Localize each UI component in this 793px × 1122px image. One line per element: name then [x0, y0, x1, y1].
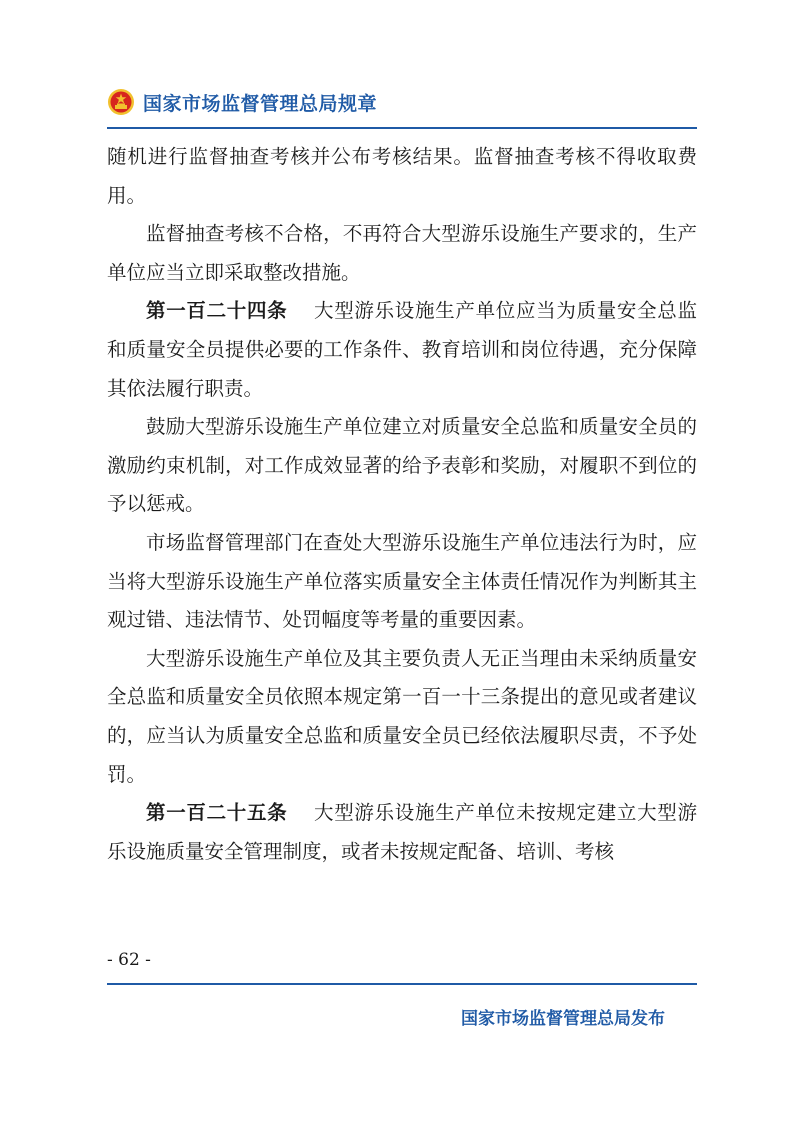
footer-publisher: 国家市场监督管理总局发布: [461, 1009, 665, 1029]
paragraph: [107, 408, 697, 524]
article-paragraph: [107, 292, 697, 408]
paragraph-text: 大型游乐设施生产单位及其主要负责人无正当理由未采纳质量安全总监和质量安全员依照本规定第一百一十三条提出的意见或者建议的，应当认为质量安全总监和质量安全员已经依法履职尽责，不予处罚。: [107, 646, 697, 786]
national-emblem-icon: [107, 88, 135, 116]
paragraph-text: 大型游乐设施生产单位未按规定建立大型游乐设施质量安全管理制度，或者未按规定配备、培训、考核: [107, 801, 697, 863]
header-divider: [107, 127, 697, 129]
paragraph: [107, 215, 697, 292]
paragraph: [107, 138, 697, 215]
article-paragraph: [107, 794, 697, 871]
header-title: 国家市场监督管理总局规章: [143, 92, 378, 115]
paragraph: [107, 640, 697, 794]
page-number: - 62 -: [107, 950, 151, 970]
paragraph-text: 随机进行监督抽查考核并公布考核结果。监督抽查考核不得收取费用。: [107, 145, 697, 207]
article-number: 第一百二十四条: [146, 299, 288, 323]
article-number: 第一百二十五条: [146, 801, 288, 825]
page-header: [107, 82, 697, 122]
footer-divider: [107, 983, 697, 985]
paragraph-text: 市场监督管理部门在查处大型游乐设施生产单位违法行为时，应当将大型游乐设施生产单位落实质量安全主体责任情况作为判断其主观过错、违法情节、处罚幅度等考量的重要因素。: [107, 530, 697, 632]
document-body: [107, 138, 697, 871]
paragraph: [107, 524, 697, 640]
paragraph-text: 监督抽查考核不合格，不再符合大型游乐设施生产要求的，生产单位应当立即采取整改措施。: [107, 222, 697, 284]
paragraph-text: 大型游乐设施生产单位应当为质量安全总监和质量安全员提供必要的工作条件、教育培训和岗位待遇，充分保障其依法履行职责。: [107, 299, 697, 400]
paragraph-text: 鼓励大型游乐设施生产单位建立对质量安全总监和质量安全员的激励约束机制，对工作成效显著的给予表彰和奖励，对履职不到位的予以惩戒。: [107, 415, 697, 516]
